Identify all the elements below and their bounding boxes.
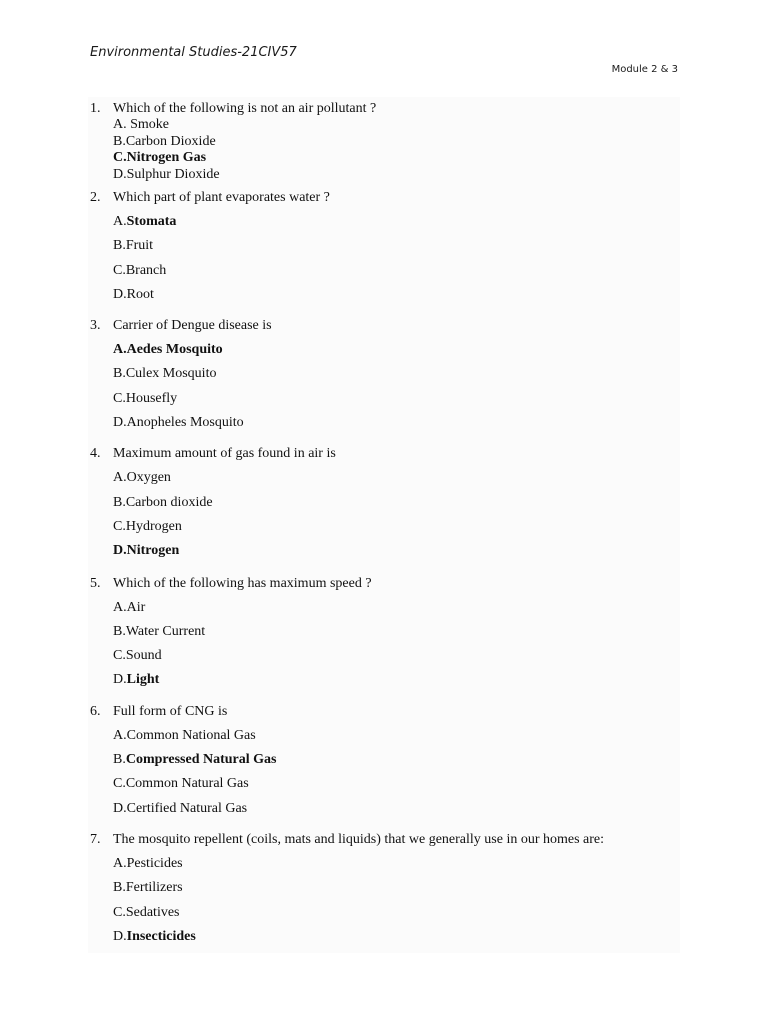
question-3 — [88, 318, 680, 439]
question-1 — [88, 97, 680, 183]
option-label: C.Common Natural Gas — [113, 776, 249, 792]
question-text — [88, 101, 680, 117]
document-title: Environmental Studies-21CIV57 — [90, 45, 297, 60]
question-prompt: Which of the following has maximum speed ? — [113, 575, 372, 591]
option-d-answer — [88, 543, 680, 567]
option-label: A. Smoke — [113, 117, 169, 132]
option-a — [88, 117, 680, 134]
question-text — [88, 190, 680, 206]
option-b — [88, 238, 680, 262]
option-d — [88, 167, 680, 184]
option-answer-text: Compressed Natural Gas — [125, 752, 277, 768]
question-number: 7. — [90, 831, 101, 847]
option-label: A. — [113, 214, 127, 229]
option-c — [88, 648, 680, 672]
question-number: 5. — [90, 575, 101, 591]
question-text — [88, 318, 680, 334]
option-label: B. — [113, 752, 126, 768]
option-label: C.Sedatives — [113, 904, 180, 920]
option-c — [88, 776, 680, 800]
question-number: 4. — [90, 446, 101, 462]
option-label: C.Branch — [113, 262, 167, 278]
option-label: D.Root — [113, 286, 154, 302]
option-a-answer — [88, 342, 680, 366]
option-b — [88, 880, 680, 904]
question-text — [88, 704, 680, 720]
option-c — [88, 519, 680, 543]
option-label: C.Housefly — [113, 390, 178, 406]
option-c-answer — [88, 150, 680, 167]
option-answer-text: C.Nitrogen Gas — [113, 150, 207, 165]
option-label: D.Anopheles Mosquito — [113, 415, 244, 431]
option-d — [88, 415, 680, 439]
option-label: A.Pesticides — [113, 855, 183, 871]
option-b — [88, 134, 680, 151]
question-list — [88, 97, 680, 953]
option-a — [88, 728, 680, 752]
option-a — [88, 600, 680, 624]
question-text — [88, 576, 680, 592]
option-label: B.Carbon dioxide — [113, 494, 213, 510]
question-2 — [88, 190, 680, 311]
option-label: C.Sound — [113, 648, 162, 664]
option-a — [88, 856, 680, 880]
option-a-answer — [88, 214, 680, 238]
option-answer-text: Stomata — [126, 214, 177, 229]
question-prompt: Which part of plant evaporates water ? — [113, 190, 330, 205]
option-a — [88, 470, 680, 494]
option-c — [88, 263, 680, 287]
option-label: B.Culex Mosquito — [113, 366, 217, 382]
option-d — [88, 801, 680, 825]
question-4 — [88, 446, 680, 567]
question-number: 6. — [90, 703, 101, 719]
option-b — [88, 495, 680, 519]
option-label: A.Oxygen — [113, 470, 171, 486]
option-d — [88, 287, 680, 311]
option-b-answer — [88, 752, 680, 776]
option-label: D. — [113, 928, 127, 944]
option-d-answer — [88, 929, 680, 953]
option-label: D.Sulphur Dioxide — [113, 166, 220, 182]
question-number: 1. — [90, 101, 101, 116]
question-5 — [88, 576, 680, 697]
question-prompt: Full form of CNG is — [113, 703, 228, 719]
question-number: 2. — [90, 190, 101, 205]
option-label: A.Common National Gas — [113, 727, 256, 743]
question-prompt: The mosquito repellent (coils, mats and liquids) that we generally use in our homes are: — [113, 831, 605, 847]
option-b — [88, 624, 680, 648]
question-text — [88, 832, 680, 848]
question-number: 3. — [90, 318, 101, 334]
option-label: B.Fertilizers — [113, 880, 183, 896]
option-c — [88, 391, 680, 415]
module-label: Module 2 & 3 — [611, 64, 678, 75]
option-answer-text: Insecticides — [126, 928, 196, 944]
option-answer-text: A.Aedes Mosquito — [113, 342, 223, 358]
option-label: D. — [113, 672, 127, 688]
question-text — [88, 446, 680, 462]
question-prompt: Maximum amount of gas found in air is — [113, 446, 336, 462]
option-answer-text: Light — [126, 672, 160, 688]
option-label: A.Air — [113, 599, 146, 615]
option-label: B.Water Current — [113, 623, 206, 639]
option-label: C.Hydrogen — [113, 518, 182, 534]
option-c — [88, 905, 680, 929]
question-7 — [88, 832, 680, 953]
option-answer-text: D.Nitrogen — [113, 543, 180, 559]
question-prompt: Carrier of Dengue disease is — [113, 318, 272, 334]
option-label: D.Certified Natural Gas — [113, 800, 248, 816]
option-label: B.Fruit — [113, 238, 154, 254]
question-6 — [88, 704, 680, 825]
option-b — [88, 366, 680, 390]
question-prompt: Which of the following is not an air pollutant ? — [113, 101, 377, 116]
option-label: B.Carbon Dioxide — [113, 133, 216, 149]
option-d-answer — [88, 672, 680, 696]
